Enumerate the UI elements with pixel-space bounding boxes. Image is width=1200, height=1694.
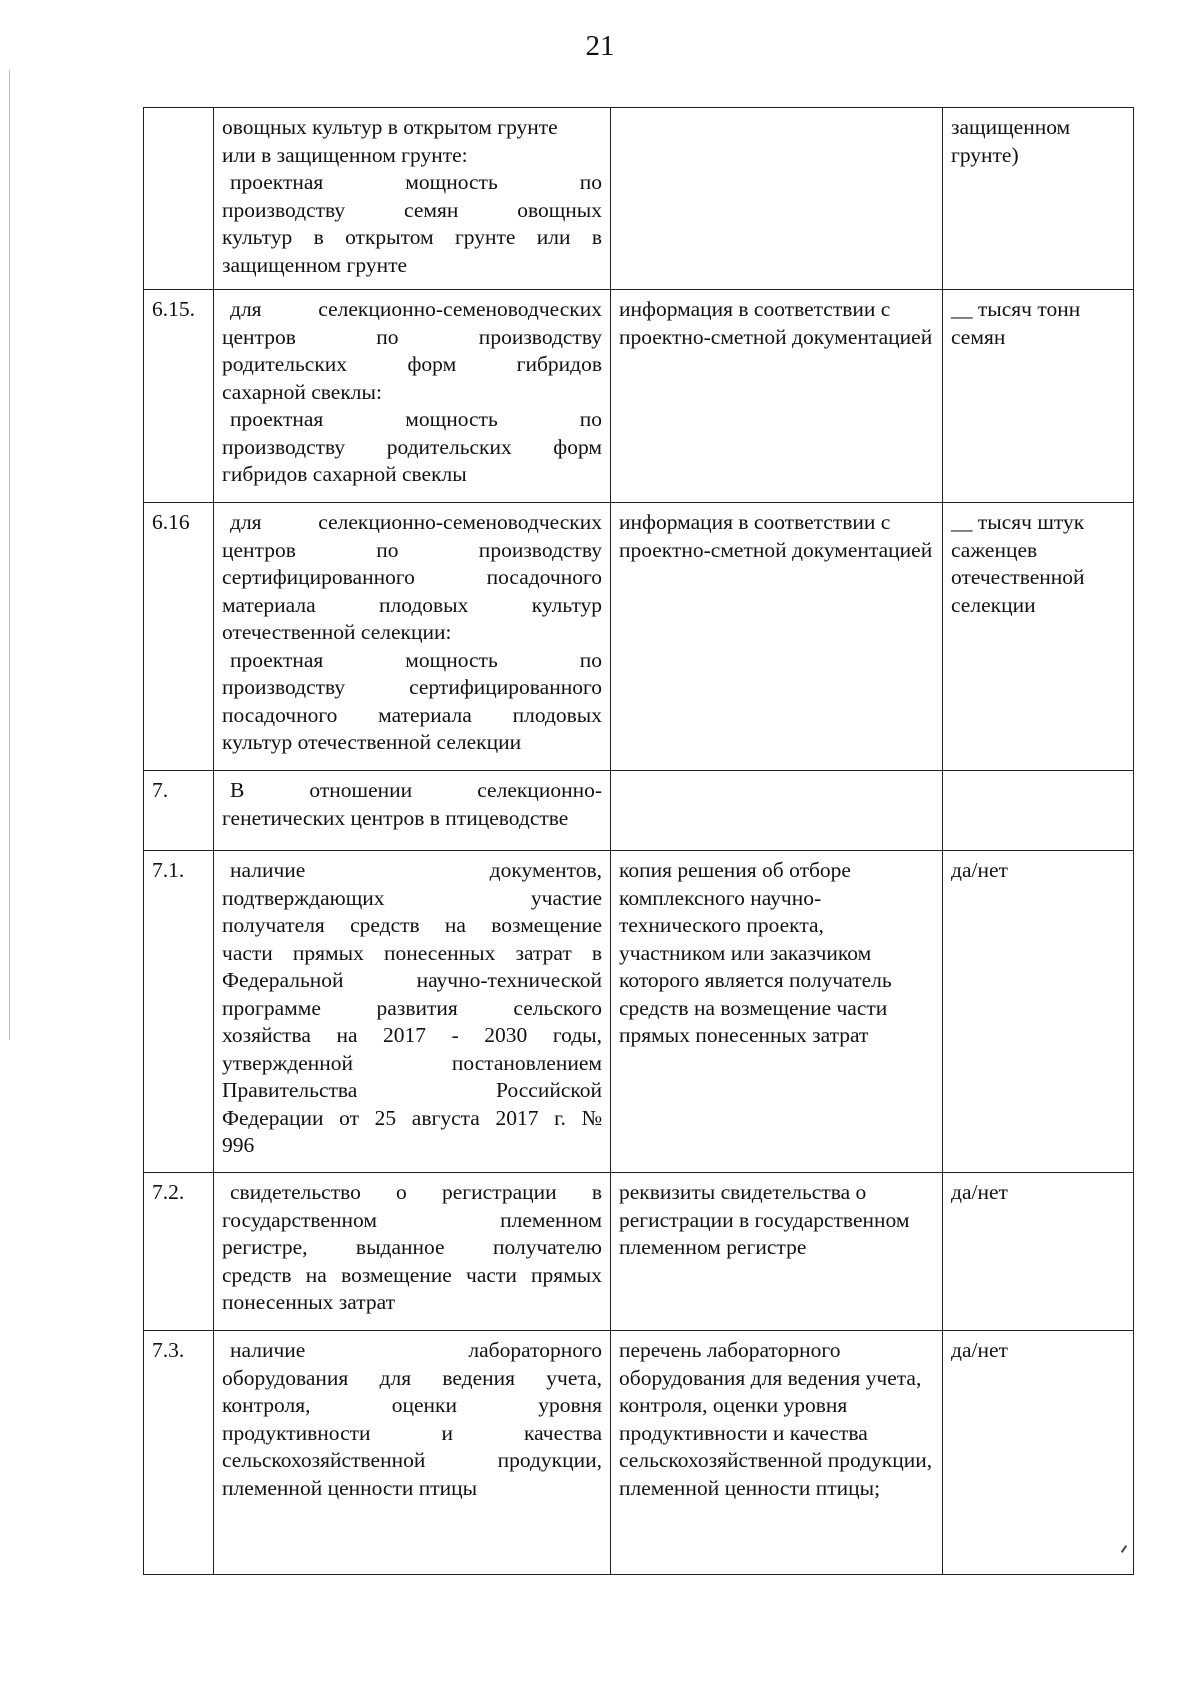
desc-line: контроля, оценки уровня [222,1393,602,1417]
row-document: информация в соответствии с проектно-сметной документацией [611,290,943,503]
row-description [214,851,611,1173]
row-value: да/нет [943,1331,1134,1575]
table-row [144,1173,1134,1331]
row-document: информация в соответствии с проектно-сметной документацией [611,503,943,771]
desc-line: сахарной свеклы: [222,379,382,404]
table-row [144,771,1134,851]
row-number: 6.15. [144,290,214,503]
desc-line: культур отечественной селекции [222,730,522,754]
desc-line: понесенных затрат [222,1290,396,1314]
desc-line: средств на возмещение части прямых [222,1262,602,1287]
desc-line: производству родительских форм [222,434,602,459]
desc-line: гибридов сахарной свеклы [222,462,467,486]
row-description [214,503,611,771]
desc-line: посадочного материала плодовых [222,702,602,727]
requirements-table [143,107,1134,1575]
row-document: реквизиты свидетельства о регистрации в государственном племенном регистре [611,1173,943,1331]
desc-line: или в защищенном грунте: [222,142,468,167]
table-row [144,503,1134,771]
desc-line: утвержденной постановлением [222,1050,602,1075]
row-number: 6.16 [144,503,214,771]
row-value [943,771,1134,851]
desc-line: государственном племенном [222,1207,602,1232]
desc-line: племенной ценности птицы [222,1475,478,1500]
row-value: защищенном грунте) [943,108,1134,290]
desc-line: части прямых понесенных затрат в [222,940,602,965]
desc-line: 996 [222,1133,255,1157]
desc-line: материала плодовых культур [222,592,602,617]
desc-line: для селекционно-семеноводческих [230,297,602,321]
row-value: __ тысяч штук саженцев отечественной селекции [943,503,1134,771]
desc-line: получателя средств на возмещение [222,913,602,937]
row-description [214,771,611,851]
row-number [144,108,214,290]
desc-line: проектная мощность по [230,407,602,431]
desc-line: сельскохозяйственной продукции, [222,1448,602,1472]
desc-line: наличие лабораторного [230,1338,602,1362]
row-description [214,290,611,503]
table-row [144,1331,1134,1575]
desc-line: производству сертифицированного [222,675,602,699]
row-number: 7. [144,771,214,851]
desc-line: хозяйства на 2017 - 2030 годы, [222,1023,602,1047]
row-number: 7.1. [144,851,214,1173]
desc-line: овощных культур в открытом грунте [222,115,558,139]
desc-line: наличие документов, [230,858,602,882]
row-document [611,108,943,290]
row-document [611,771,943,851]
row-description [214,1331,611,1575]
desc-line: сертифицированного посадочного [222,565,602,589]
desc-line: программе развития сельского [222,995,602,1020]
desc-line: продуктивности и качества [222,1420,602,1445]
row-number: 7.3. [144,1331,214,1575]
row-description [214,108,611,290]
row-document: перечень лабораторного оборудования для ведения учета, контроля, оценки уровня продуктивности и качества сельскохозяйственной продукции, племенной ценности птицы; [611,1331,943,1575]
desc-line: проектная мощность по [230,170,602,194]
table-row [144,290,1134,503]
desc-line: центров по производству [222,537,602,562]
scan-margin-line [9,70,10,1040]
desc-line: регистре, выданное получателю [222,1235,602,1259]
desc-line: культур в открытом грунте или в [222,225,602,249]
desc-line: проектная мощность по [230,647,602,672]
desc-line: свидетельство о регистрации в [230,1180,602,1204]
row-value: да/нет [943,1173,1134,1331]
table-row [144,108,1134,290]
page-number: 21 [585,30,615,62]
desc-line: родительских форм гибридов [222,352,602,376]
row-number: 7.2. [144,1173,214,1331]
desc-line: Правительства Российской [222,1078,602,1102]
row-value: __ тысяч тонн семян [943,290,1134,503]
desc-line: подтверждающих участие [222,885,602,910]
desc-line: оборудования для ведения учета, [222,1365,602,1390]
row-document: копия решения об отборе комплексного научно-технического проекта, участником или заказчиком которого является получатель средств на возмещение части прямых понесенных затрат [611,851,943,1173]
desc-line: Федеральной научно-технической [222,968,602,992]
desc-line: отечественной селекции: [222,620,452,644]
table-row [144,851,1134,1173]
desc-line: защищенном грунте [222,252,408,277]
desc-line: В отношении селекционно- [230,778,602,802]
desc-line: для селекционно-семеноводческих [230,510,602,534]
row-description [214,1173,611,1331]
row-value: да/нет [943,851,1134,1173]
desc-line: центров по производству [222,324,602,349]
desc-line: производству семян овощных [222,197,602,222]
desc-line: генетических центров в птицеводстве [222,805,569,830]
desc-line: Федерации от 25 августа 2017 г. № [222,1105,602,1130]
